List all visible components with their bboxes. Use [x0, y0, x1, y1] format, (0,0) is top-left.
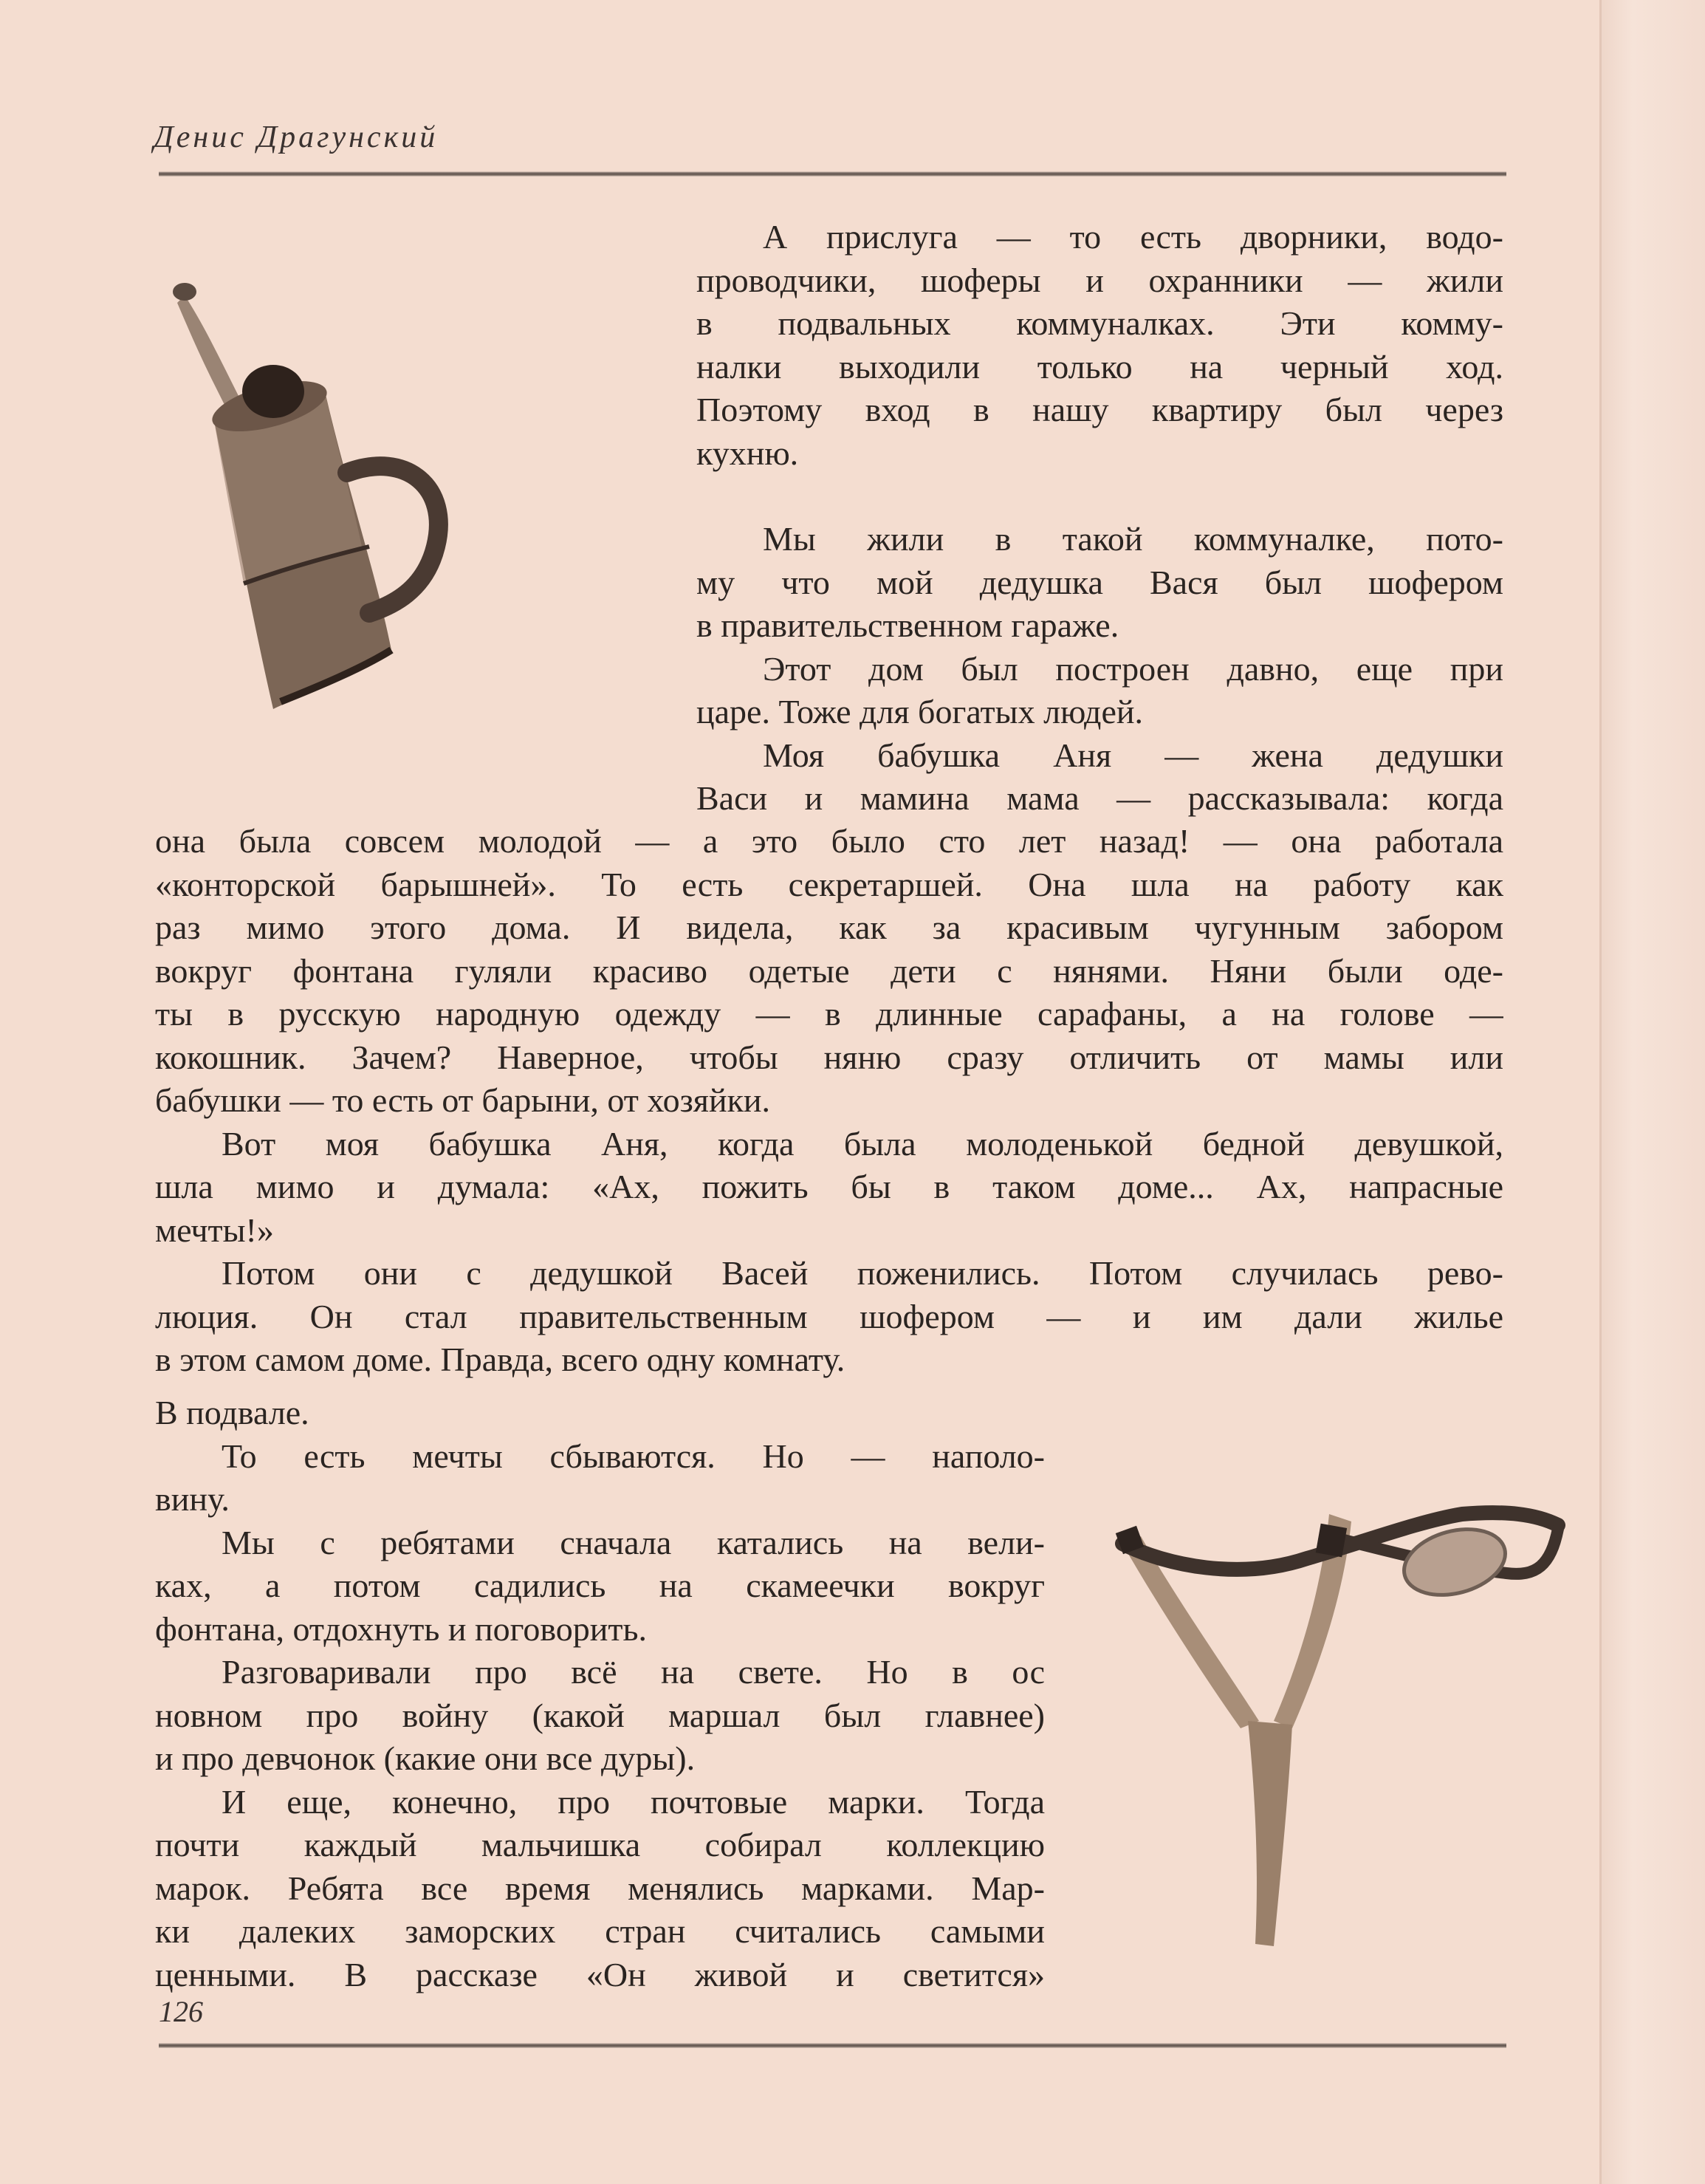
text-line: в правительственном гараже. [696, 606, 1119, 644]
watering-can-icon [170, 266, 598, 724]
text-line: Разговаривали про всё на свете. Но в ос [222, 1653, 1045, 1691]
page-number: 126 [159, 1995, 203, 2028]
text-line: Мы жили в такой коммуналке, пото- [763, 520, 1503, 558]
text-line: марок. Ребята все время менялись марками. Мар- [155, 1869, 1045, 1907]
text-line: Поэтому вход в нашу квартиру был через [696, 391, 1503, 428]
text-line: налки выходили только на черный ход. [696, 347, 1503, 386]
footer-rule [159, 2043, 1506, 2048]
text-line: ценными. В рассказе «Он живой и светится» [155, 1955, 1045, 1993]
text-line: шла мимо и думала: «Ах, пожить бы в таком доме... Ах, напрасные [155, 1168, 1503, 1205]
slingshot-icon [1108, 1485, 1565, 1965]
text-line: она была совсем молодой — а это было сто лет назад! — она работала [155, 822, 1503, 860]
text-line: ки далеких заморских стран считались самыми [155, 1912, 1045, 1950]
text-line: вину. [155, 1480, 230, 1518]
text-line: И еще, конечно, про почтовые марки. Тогда [222, 1782, 1045, 1821]
text-line: раз мимо этого дома. И видела, как за красивым чугунным забором [155, 908, 1503, 946]
text-line: Моя бабушка Аня — жена дедушки [763, 736, 1503, 774]
text-line: В подвале. [155, 1394, 309, 1431]
text-line: новном про войну (какой маршал был главнее) [155, 1696, 1045, 1734]
running-head: Денис Драгунский [154, 120, 439, 154]
text-line: в подвальных коммуналках. Эти комму- [696, 304, 1503, 342]
text-line: кухню. [696, 434, 799, 472]
text-line: Мы с ребятами сначала катались на вели- [222, 1523, 1045, 1561]
text-line: Вот моя бабушка Аня, когда была молоденькой бедной девушкой, [222, 1124, 1503, 1163]
paragraph-gap [696, 475, 1503, 518]
text-line: почти каждый мальчишка собирал коллекцию [155, 1826, 1045, 1863]
right-column-text [696, 216, 1503, 821]
text-line: му что мой дедушка Вася был шофером [696, 563, 1503, 601]
text-line: бабушки — то есть от барыни, от хозяйки. [155, 1081, 771, 1119]
text-line: ты в русскую народную одежду — в длинные сарафаны, а на голове — [155, 995, 1503, 1033]
text-line: А прислуга — то есть дворники, водо- [763, 218, 1503, 256]
text-line: Этот дом был построен давно, еще при [763, 649, 1503, 688]
text-line: мечты!» [155, 1211, 274, 1249]
header-rule [159, 171, 1506, 177]
text-line: кокошник. Зачем? Наверное, чтобы няню сразу отличить от мамы или [155, 1038, 1503, 1076]
text-line: То есть мечты сбываются. Но — наполо- [222, 1437, 1045, 1475]
text-line: проводчики, шоферы и охранники — жили [696, 261, 1503, 299]
text-line: Потом они с дедушкой Васей поженились. Потом случилась рево- [222, 1254, 1503, 1292]
text-line: люция. Он стал правительственным шофером — и им дали жилье [155, 1297, 1503, 1335]
left-column-text [155, 1391, 1045, 1996]
text-line: «конторской барышней». То есть секретаршей. Она шла на работу как [155, 865, 1503, 903]
text-line: ках, а потом садились на скамеечки вокруг [155, 1567, 1045, 1604]
page-edge [1599, 0, 1705, 2184]
text-line: вокруг фонтана гуляли красиво одетые дети с нянями. Няни были оде- [155, 951, 1503, 990]
text-line: Васи и мамина мама — рассказывала: когда [696, 779, 1503, 817]
full-width-text [155, 820, 1503, 1382]
text-line: и про девчонок (какие они все дуры). [155, 1739, 696, 1777]
text-line: фонтана, отдохнуть и поговорить. [155, 1609, 647, 1648]
text-line: царе. Тоже для богатых людей. [696, 693, 1143, 730]
text-line: в этом самом доме. Правда, всего одну комнату. [155, 1341, 845, 1378]
